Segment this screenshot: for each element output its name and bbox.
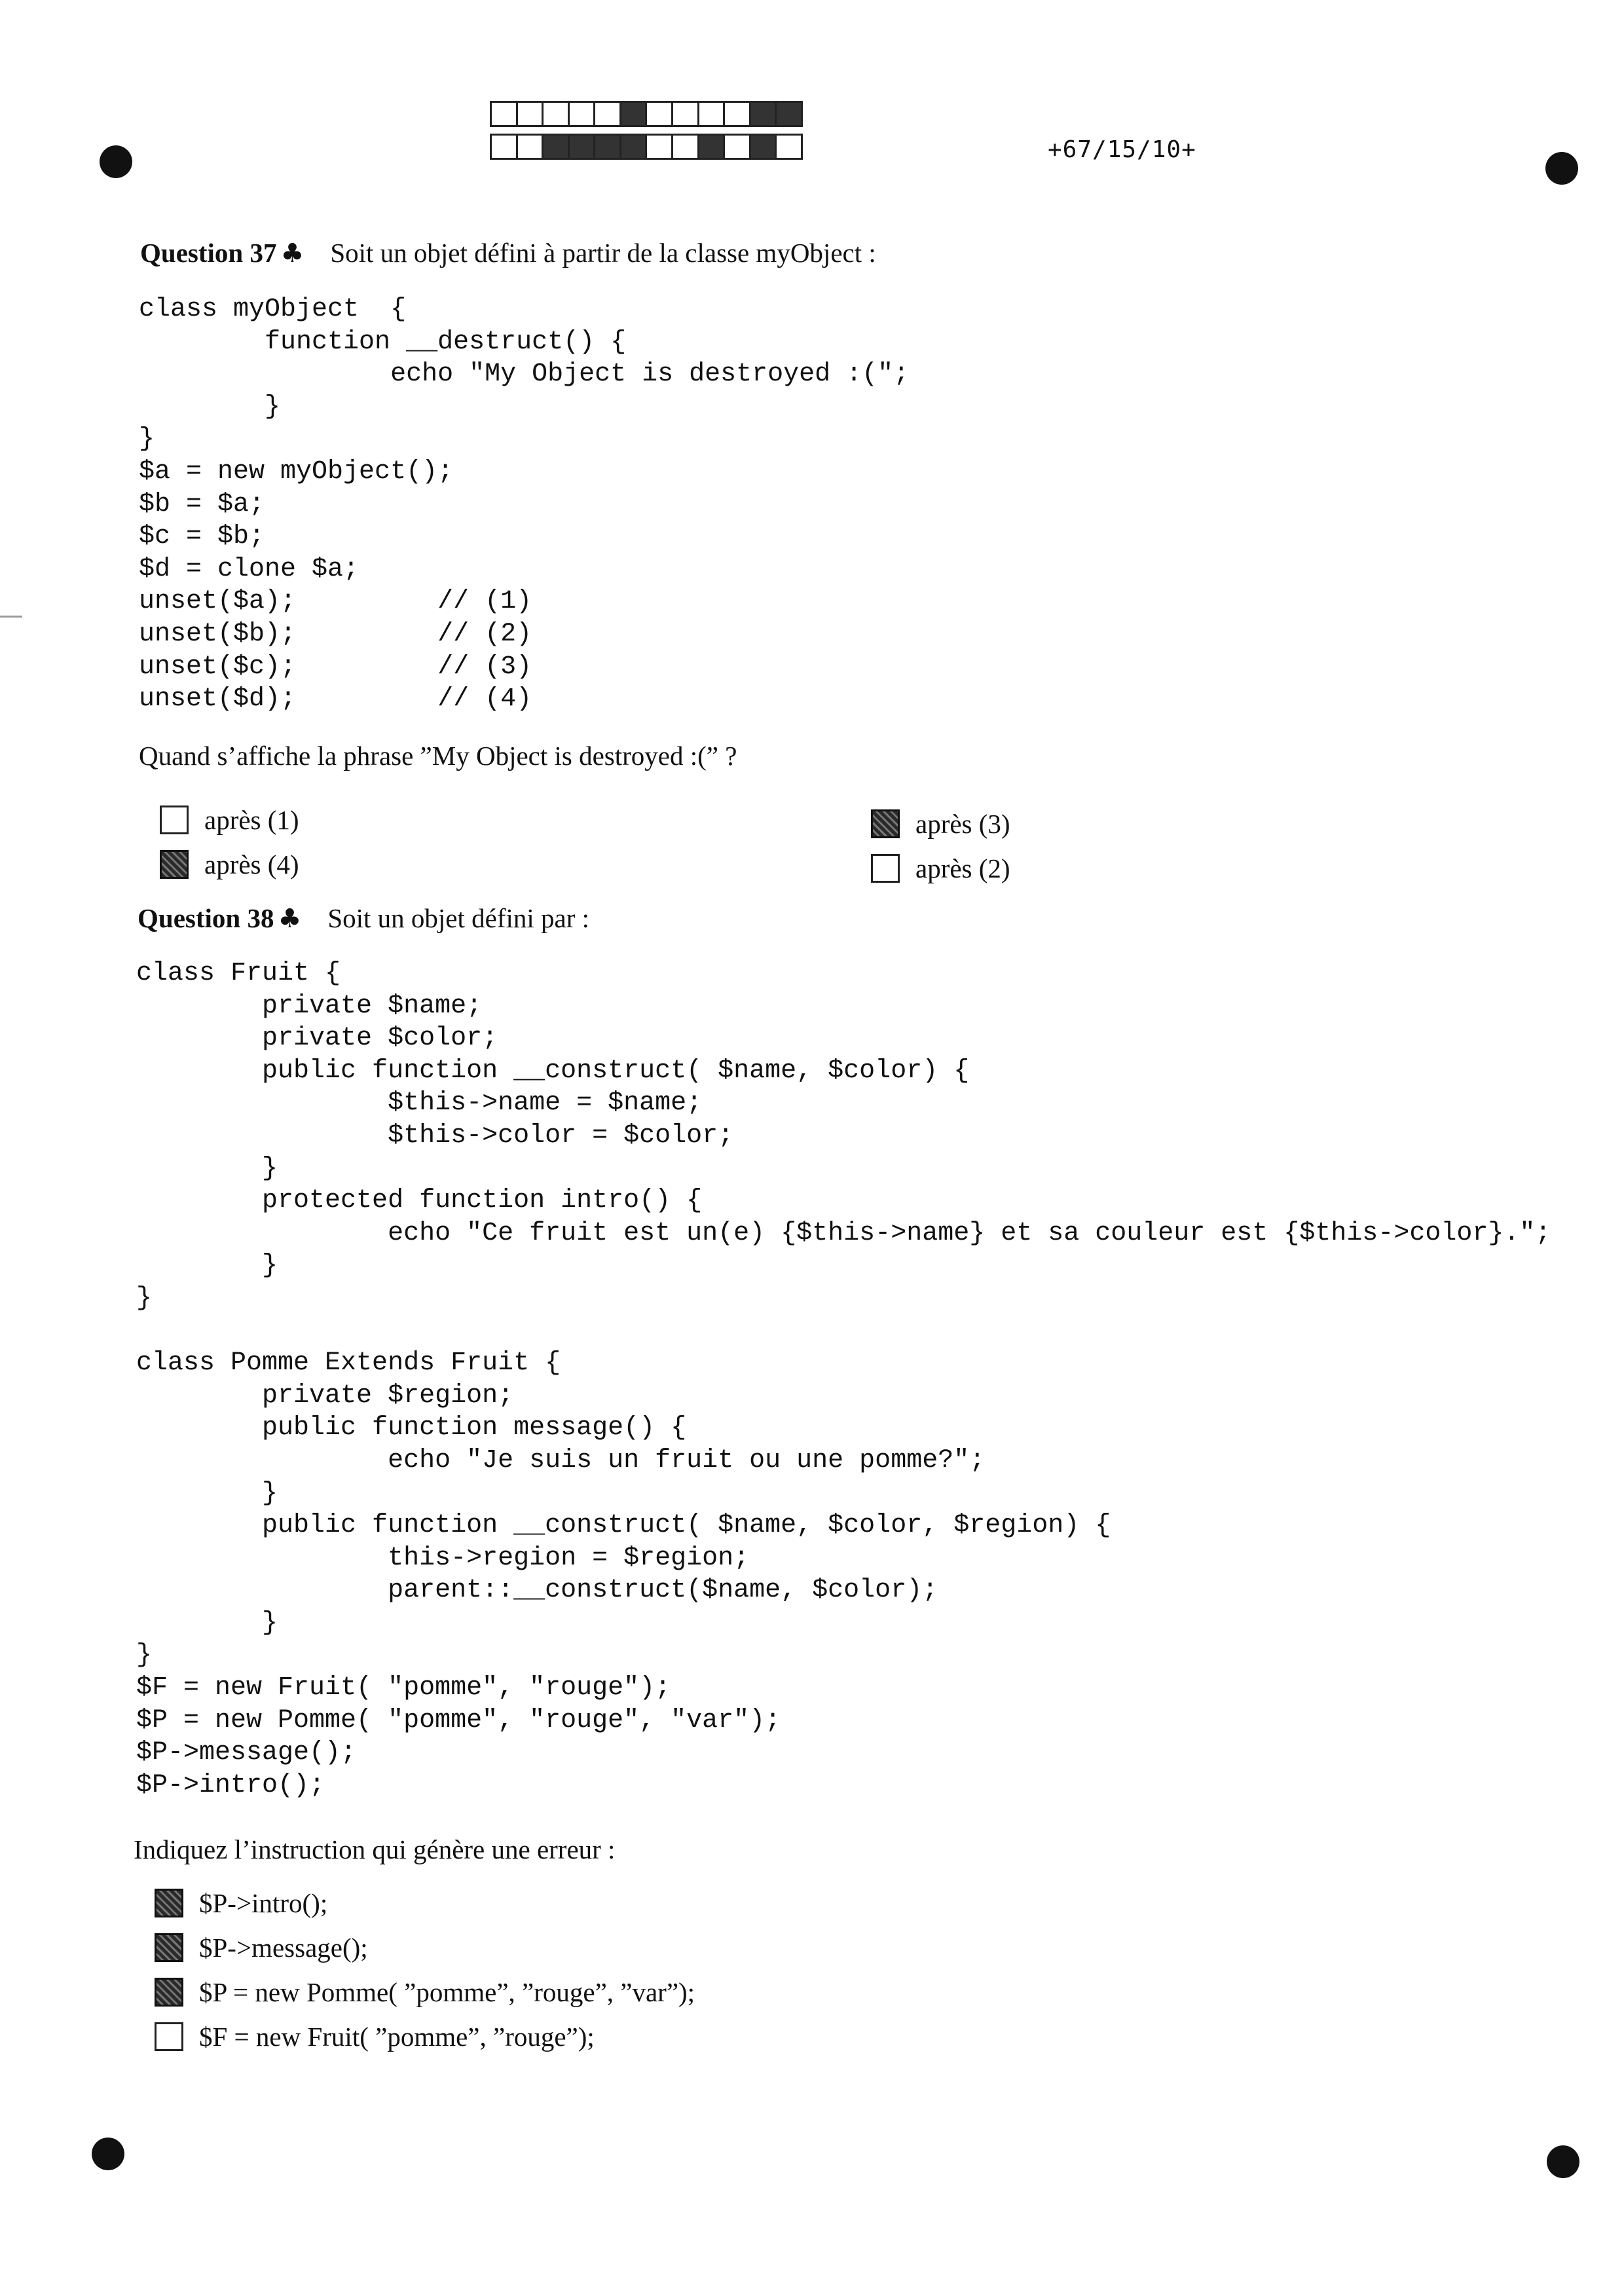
q38-option-3[interactable]: [155, 1976, 695, 2008]
barcode-cell: [673, 103, 699, 125]
option-label: après (1): [204, 805, 299, 835]
checkbox[interactable]: [155, 1978, 183, 2007]
q37-option-3[interactable]: [871, 808, 1010, 840]
option-label: $P = new Pomme( ”pomme”, ”rouge”, ”var”);: [199, 1977, 695, 2007]
barcode-cell: [492, 103, 518, 125]
club-icon: ♣: [280, 238, 304, 268]
registration-mark-bottom-left: [92, 2138, 124, 2170]
barcode-row-1: [490, 101, 803, 127]
barcode-cell: [647, 103, 673, 125]
option-label: après (3): [915, 809, 1010, 839]
question-text: Soit un objet défini à partir de la classe myObject :: [330, 238, 876, 268]
barcode-cell: [595, 103, 621, 125]
barcode-cell: [570, 136, 596, 158]
checkbox[interactable]: [155, 1889, 183, 1917]
barcode-cell: [751, 103, 777, 125]
q38-option-1[interactable]: [155, 1887, 327, 1919]
checkbox[interactable]: [160, 850, 189, 879]
barcode-cell: [518, 103, 544, 125]
barcode-cell: [777, 103, 801, 125]
q38-code-block: class Fruit { private $name; private $color; public function __construct( $name, $color) { $this->name = $name; $this->color = $color; } protected function intro() { echo "Ce fruit est un(e) {$this->name} et sa couleur est {$this->color}."; } } class Pomme Extends Fruit { private $region; public function message() { echo "Je suis un fruit ou une pomme?"; } public function __construct( $name, $color, $region) { this->region = $region; parent::__construct($name, $color); } } $F = new Fruit( "pomme", "rouge"); $P = new Pomme( "pomme", "rouge", "var"); $P->message(); $P->intro();: [136, 959, 1551, 1800]
option-label: après (4): [204, 849, 299, 880]
barcode-cell: [725, 103, 751, 125]
option-label: $F = new Fruit( ”pomme”, ”rouge”);: [199, 2022, 595, 2052]
q38-option-2[interactable]: [155, 1932, 368, 1963]
page-code: +67/15/10+: [1048, 136, 1196, 163]
barcode-cell: [673, 136, 699, 158]
q37-option-1[interactable]: [160, 804, 299, 836]
question-text: Soit un objet défini par :: [327, 903, 590, 933]
q37-code-block: class myObject { function __destruct() { echo "My Object is destroyed :("; } } $a = new myObject(); $b = $a; $c = $b; $d = clone $a; unset($a); // (1) unset($b); // (2) unset($c); // (3) unset($d); // (4): [139, 295, 910, 714]
barcode-cell: [751, 136, 777, 158]
margin-tick: [0, 616, 22, 618]
checkbox[interactable]: [155, 1933, 183, 1962]
barcode-cell: [777, 136, 801, 158]
registration-mark-bottom-right: [1547, 2145, 1579, 2178]
barcode-cell: [621, 136, 648, 158]
checkbox[interactable]: [160, 805, 189, 834]
registration-mark-top-left: [100, 145, 132, 178]
option-label: après (2): [915, 853, 1010, 883]
option-label: $P->intro();: [199, 1888, 328, 1918]
barcode-cell: [699, 103, 726, 125]
checkbox[interactable]: [871, 809, 900, 838]
q37-option-2[interactable]: [160, 849, 299, 880]
q38-option-4[interactable]: [155, 2021, 595, 2052]
q38-prompt: Indiquez l’instruction qui génère une erreur :: [134, 1834, 616, 1864]
question-number: Question 38: [138, 903, 274, 933]
barcode-cell: [544, 136, 570, 158]
question-number: Question 37: [140, 238, 277, 268]
barcode-cell: [544, 103, 570, 125]
barcode-cell: [647, 136, 673, 158]
q37-option-4[interactable]: [871, 853, 1010, 884]
checkbox[interactable]: [155, 2022, 183, 2051]
barcode-cell: [570, 103, 596, 125]
barcode-cell: [725, 136, 751, 158]
checkbox[interactable]: [871, 854, 900, 883]
barcode-cell: [699, 136, 726, 158]
registration-mark-top-right: [1545, 152, 1578, 185]
club-icon: ♣: [278, 904, 302, 934]
barcode-cell: [621, 103, 648, 125]
barcode-row-2: [490, 134, 803, 160]
barcode-cell: [518, 136, 544, 158]
q37-prompt: Quand s’affiche la phrase ”My Object is destroyed :(” ?: [139, 741, 737, 771]
question-37-header: [140, 237, 876, 268]
question-38-header: [138, 902, 589, 934]
option-label: $P->message();: [199, 1933, 368, 1963]
barcode-cell: [492, 136, 518, 158]
barcode-cell: [595, 136, 621, 158]
